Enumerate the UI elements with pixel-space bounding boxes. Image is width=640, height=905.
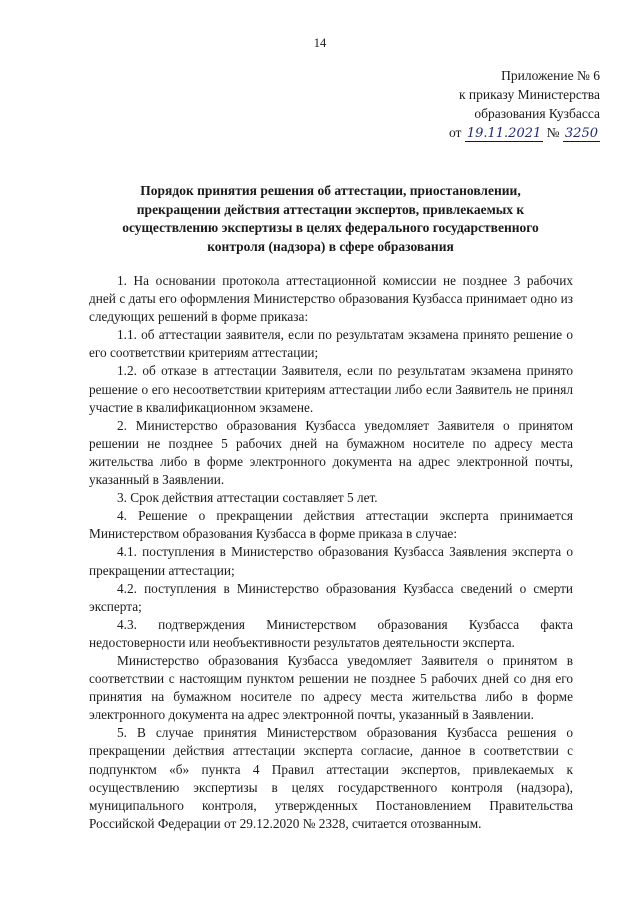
handwritten-date: 19.11.2021 (466, 126, 542, 141)
appendix-ministry: образования Кузбасса (474, 106, 600, 121)
document-title: Порядок принятия решения об аттестации, приостановлении, прекращении действия аттестации экспертов, привлекаемых к осуществлению экспертизы в целях федерального государственного контроля (надзора) в сфере образования (122, 183, 539, 254)
paragraph: 4. Решение о прекращении действия аттестации эксперта принимается Министерством образования Кузбасса в форме приказа в случае: (89, 508, 573, 542)
paragraph: 1.1. об аттестации заявителя, если по результатам экзамена принято решение о его соответствии критериям аттестации; (89, 327, 573, 361)
paragraph: 4.2. поступления в Министерство образования Кузбасса сведений о смерти эксперта; (89, 580, 573, 614)
number-prefix: № (546, 125, 560, 140)
appendix-block (400, 66, 600, 142)
paragraph: 4.1. поступления в Министерство образования Кузбасса Заявления эксперта о прекращении аттестации; (89, 544, 573, 578)
paragraph: 1.2. об отказе в аттестации Заявителя, если по результатам экзамена принято решение о его несоответствии критериям аттестации либо если Заявитель не принял участие в квалификационном экзамене. (89, 363, 573, 415)
paragraph: 2. Министерство образования Кузбасса уведомляет Заявителя о принятом решении не позднее 5 рабочих дней на бумажном носителе по адресу места жительства либо в форме электронного документа на адрес электронной почты, указанный в Заявлении. (89, 417, 573, 488)
paragraph: 5. В случае принятия Министерством образования Кузбасса решения о прекращении действия аттестации эксперта согласие, данное в соответствии с подпунктом «б» пункта 4 Правил аттестации экспертов, привлекаемых к осуществлению экспертизы в целях государственного контроля (надзора), муниципального контроля, утвержденных Постановлением Правительства Российской Федерации от 29.12.2020 № 2328, считается отозванным. (89, 725, 573, 831)
paragraph: 3. Срок действия аттестации составляет 5 лет. (117, 490, 378, 506)
paragraph: 1. На основании протокола аттестационной комиссии не позднее 3 рабочих дней с даты его оформления Министерство образования Кузбасса принимает одно из следующих решений в форме приказа: (89, 273, 573, 325)
document-body (89, 272, 573, 833)
handwritten-number: 3250 (564, 126, 598, 141)
appendix-date-number (400, 123, 600, 142)
paragraph: 4.3. подтверждения Министерством образования Кузбасса факта недостоверности или необъективности результатов деятельности эксперта. (89, 616, 573, 650)
appendix-title: Приложение № 6 (501, 68, 600, 83)
page-number: 14 (313, 36, 327, 50)
paragraph: Министерство образования Кузбасса уведомляет Заявителя о принятом в соответствии с настоящим пунктом решении не позднее 5 рабочих дней со дня его принятия на бумажном носителе по адресу места жительства либо в форме электронного документа на адрес электронной почты, указанный в Заявлении. (89, 652, 573, 723)
appendix-order-ref: к приказу Министерства (458, 87, 600, 102)
date-prefix: от (448, 125, 462, 140)
